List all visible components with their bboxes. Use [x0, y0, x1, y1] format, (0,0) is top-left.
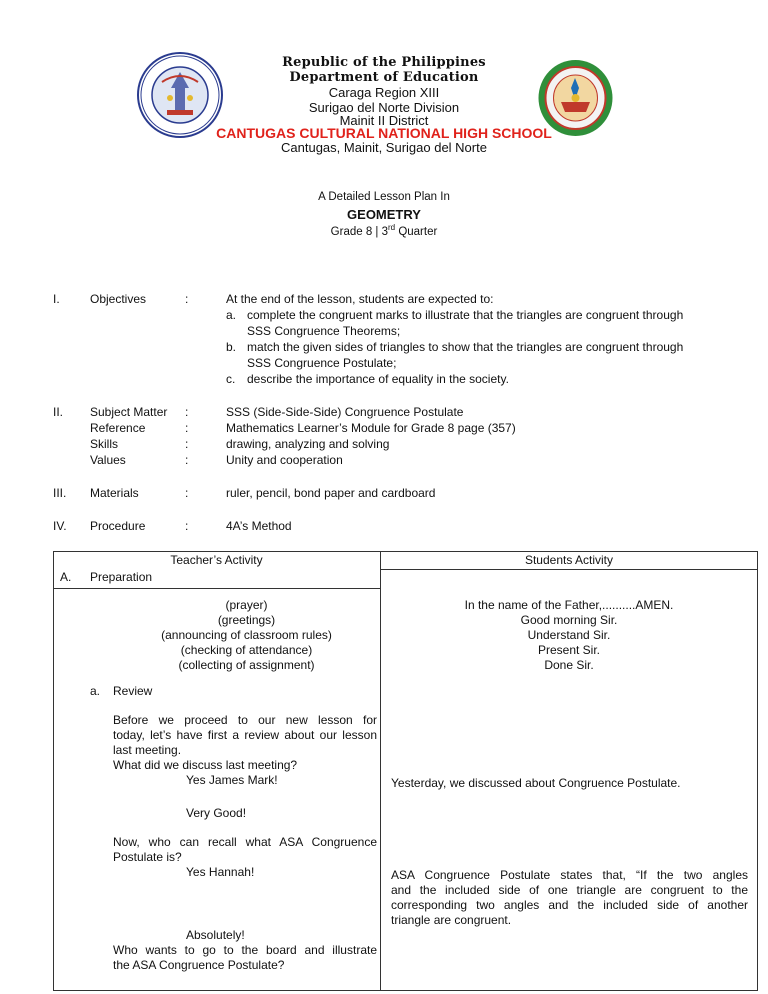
materials-label: Materials — [90, 486, 139, 500]
review-call-2: Yes Hannah! — [186, 865, 255, 879]
subject-matter-colon: : — [185, 405, 189, 419]
objective-letter-b: b. — [226, 340, 237, 354]
school-address: Cantugas, Mainit, Surigao del Norte — [281, 140, 487, 155]
materials-colon: : — [185, 486, 189, 500]
objective-b-line2: SSS Congruence Postulate; — [247, 356, 397, 370]
section-num-ii: II. — [53, 405, 64, 419]
values-label: Values — [90, 453, 126, 467]
review-question-3-line2: the ASA Congruence Postulate? — [113, 958, 285, 972]
objectives-colon: : — [185, 292, 189, 306]
reference-colon: : — [185, 421, 189, 435]
review-question-3-line1: Who wants to go to the board and illustrate — [113, 943, 377, 957]
objectives-intro: At the end of the lesson, students are expected to: — [226, 292, 494, 306]
review-intro-line3: last meeting. — [113, 743, 182, 757]
skills-colon: : — [185, 437, 189, 451]
prelim-student-5: Done Sir. — [544, 658, 594, 672]
preparation-title: Preparation — [90, 570, 153, 584]
prelim-teacher-1: (prayer) — [225, 598, 268, 612]
region-line: Caraga Region XIII — [328, 85, 440, 100]
review-intro-line1: Before we proceed to our new lesson for — [113, 713, 377, 727]
reference-label: Reference — [90, 421, 146, 435]
section-letter-a: A. — [60, 570, 72, 584]
review-question-2-line1: Now, who can recall what ASA Congruence — [113, 835, 377, 849]
prelim-teacher-5: (collecting of assignment) — [178, 658, 315, 672]
lesson-plan-line: A Detailed Lesson Plan In — [318, 191, 450, 203]
skills-value: drawing, analyzing and solving — [226, 437, 390, 451]
review-answer-2-line1: ASA Congruence Postulate states that, “If the two angles — [391, 868, 748, 882]
reference-value: Mathematics Learner’s Module for Grade 8 page (357) — [226, 421, 516, 435]
objective-letter-c: c. — [226, 372, 236, 386]
students-activity-header: Students Activity — [524, 553, 614, 567]
prelim-student-2: Good morning Sir. — [520, 613, 618, 627]
review-question-2-line2: Postulate is? — [113, 850, 182, 864]
prelim-teacher-2: (greetings) — [217, 613, 276, 627]
values-colon: : — [185, 453, 189, 467]
review-praise-2: Absolutely! — [186, 928, 245, 942]
objective-c-line1: describe the importance of equality in the society. — [247, 372, 509, 386]
grade-quarter: Grade 8 | 3rd Quarter — [330, 223, 438, 238]
review-question-1: What did we discuss last meeting? — [113, 758, 298, 772]
procedure-label: Procedure — [90, 519, 146, 533]
school-name: CANTUGAS CULTURAL NATIONAL HIGH SCHOOL — [216, 125, 552, 141]
review-answer-2-line4: triangle are congruent. — [391, 913, 512, 927]
review-intro-line2: today, let’s have first a review about our lesson — [113, 728, 377, 742]
review-answer-2-line3: corresponding two angles and the included side of another — [391, 898, 748, 912]
section-num-i: I. — [53, 292, 60, 306]
objectives-label: Objectives — [90, 292, 147, 306]
section-num-iv: IV. — [53, 519, 67, 533]
review-answer-2-line2: and the included side of one triangle are congruent to the — [391, 883, 748, 897]
materials-value: ruler, pencil, bond paper and cardboard — [226, 486, 436, 500]
procedure-colon: : — [185, 519, 189, 533]
subject-matter-label: Subject Matter — [90, 405, 168, 419]
republic-line: Republic of the Philippines — [282, 55, 486, 70]
review-letter: a. — [90, 684, 101, 698]
prelim-student-4: Present Sir. — [537, 643, 601, 657]
department-line: Department of Education — [289, 70, 479, 85]
review-title: Review — [113, 684, 153, 698]
review-praise-1: Very Good! — [186, 806, 247, 820]
teacher-activity-header: Teacher’s Activity — [170, 553, 263, 567]
section-num-iii: III. — [53, 486, 67, 500]
skills-label: Skills — [90, 437, 119, 451]
subject-title: GEOMETRY — [347, 207, 421, 222]
table-header-divider-left — [53, 588, 380, 589]
prelim-student-3: Understand Sir. — [527, 628, 611, 642]
objective-letter-a: a. — [226, 308, 237, 322]
objective-a-line2: SSS Congruence Theorems; — [247, 324, 401, 338]
prelim-teacher-4: (checking of attendance) — [180, 643, 313, 657]
table-header-divider-right — [380, 569, 758, 570]
objective-a-line1: complete the congruent marks to illustrate that the triangles are congruent through — [247, 308, 684, 322]
review-call-1: Yes James Mark! — [186, 773, 278, 787]
procedure-value: 4A’s Method — [226, 519, 292, 533]
prelim-student-1: In the name of the Father,..........AMEN. — [464, 598, 674, 612]
values-value: Unity and cooperation — [226, 453, 343, 467]
objective-b-line1: match the given sides of triangles to show that the triangles are congruent through — [247, 340, 684, 354]
review-answer-1: Yesterday, we discussed about Congruence Postulate. — [391, 776, 681, 790]
prelim-teacher-3: (announcing of classroom rules) — [161, 628, 332, 642]
division-line: Surigao del Norte Division — [308, 100, 460, 115]
district-line: Mainit II District — [339, 113, 429, 128]
subject-matter-value: SSS (Side-Side-Side) Congruence Postulate — [226, 405, 464, 419]
